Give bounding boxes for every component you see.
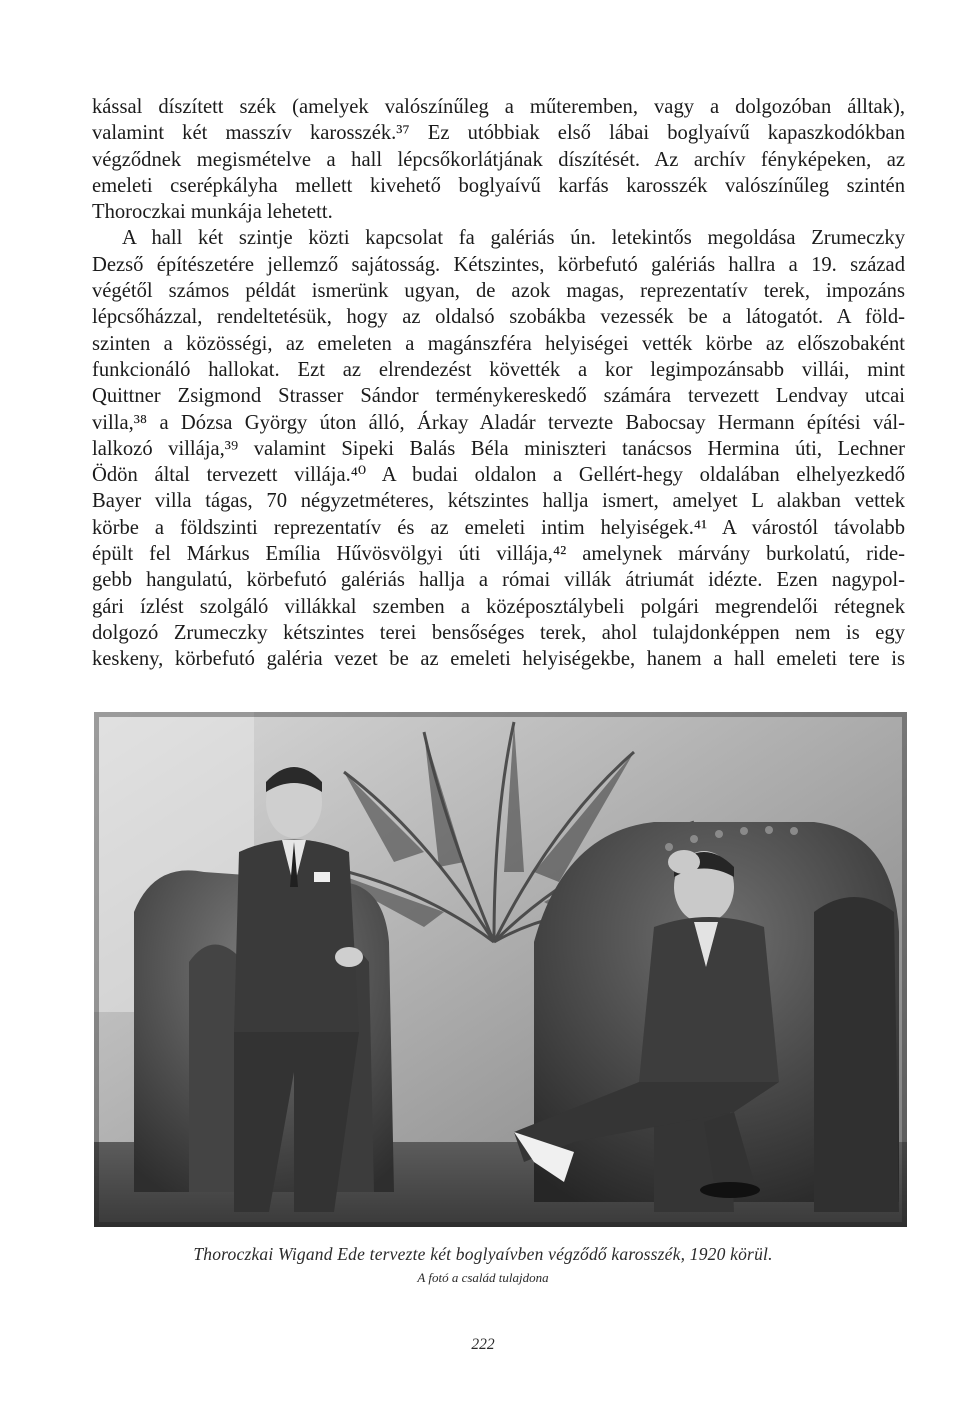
text-line: gári ízlést szolgáló villákkal szemben a középosztálybeli polgári megrendelői rétegnek [92,595,905,618]
text-line: funkcionáló hallokat. Ezt az elrendezést követték a kor legimpozánsabb villái, mint [92,358,905,381]
photo-credit: A fotó a család tulajdona [417,1270,549,1285]
text-line: villa,³⁸ a Dózsa György úton álló, Árkay Aladár tervezte Babocsay Hermann építési vál- [92,411,905,434]
body-text [92,94,905,673]
text-line: lépcsőházzal, rendeltetésük, hogy az oldalsó szobákba vezessék be a látogatót. A föld- [92,306,905,329]
text-line: lalkozó villája,³⁹ valamint Sipeki Balás Béla miniszteri tanácsos Hermina úti, Lechner [92,437,905,460]
text-line: gebb hangulatú, körbefutó galériás hallja a római villák átriumát idézte. Ezen nagypol- [92,569,905,592]
text-line: épült fel Márkus Emília Hűvösvölgyi úti villája,⁴² amelynek márvány burkolatú, ride- [92,543,905,566]
photo-caption: Thoroczkai Wigand Ede tervezte két boglyaívben végződő karosszék, 1920 körül. [193,1244,773,1264]
text-line: dolgozó Zrumeczky kétszintes terei bensőséges terek, ahol tulajdonképpen nem is egy [92,621,905,644]
text-line: Bayer villa tágas, 70 négyzetméteres, kétszintes hallja ismert, amelyet L alakban vettek [92,490,905,513]
text-line: A hall két szintje közti kapcsolat fa galériás ún. letekintős megoldása Zrumeczky [122,227,905,250]
text-line: Ödön által tervezett villája.⁴⁰ A budai oldalon a Gellért-hegy oldalában elhelyezkedő [92,464,905,487]
text-line: végződnek megismételve a hall lépcsőkorlátjának díszítését. Az archív fényképeken, az [92,148,905,171]
text-line: végétől számos példát ismerünk ugyan, de azok magas, reprezentatív terek, impozáns [92,280,905,303]
text-line: Quittner Zsigmond Strasser Sándor terménykereskedő számára tervezett Lendvay utcai [92,385,905,408]
text-line: Thoroczkai munkája lehetett. [92,201,333,224]
text-line: keskeny, körbefutó galéria vezet be az emeleti helyiségekbe, hanem a hall emeleti tere is [92,648,905,671]
text-line: valamint két masszív karosszék.³⁷ Ez utóbbiak első lábai boglyaívű kapaszkodókban [92,122,905,145]
text-line: kással díszített szék (amelyek valószínűleg a műteremben, vagy a dolgozóban álltak), [92,96,905,118]
text-line: Dezső építészetére jellemző sajátosság. Kétszintes, körbefutó galériás hallra a 19. század [92,253,905,276]
text-line: emeleti cserépkályha mellett kivehető boglyaívű karfás karosszék valószínűleg szintén [92,174,905,197]
text-line: szinten a közösségi, az emeleten a magánszféra helyiségei vették körbe az előszobaként [92,332,905,355]
text-line: körbe a földszinti reprezentatív és az emeleti intim helyiségek.⁴¹ A várostól távolabb [92,516,905,539]
historic-photograph [94,712,907,1227]
photo-illustration [94,712,907,1227]
page-number: 222 [471,1336,495,1353]
